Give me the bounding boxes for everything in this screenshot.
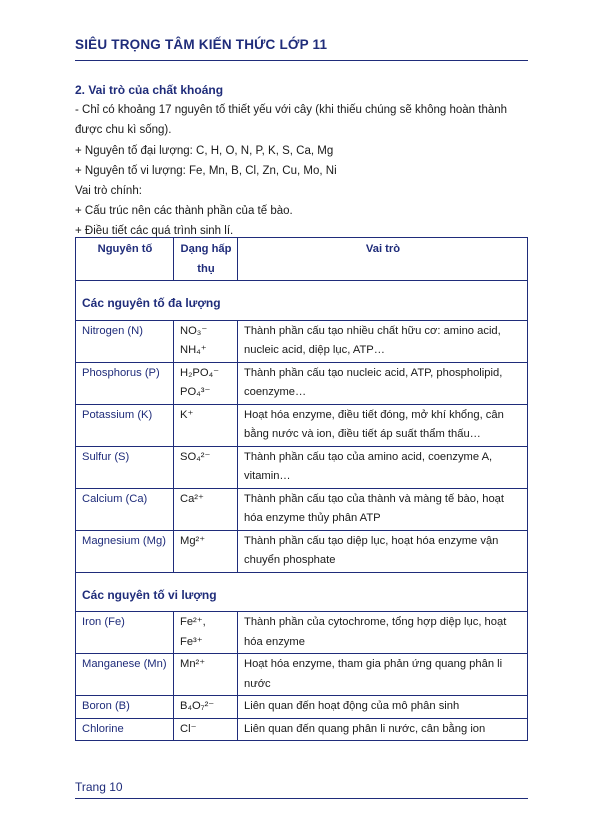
- ion-formula: Fe³⁺: [180, 635, 203, 648]
- section-line: + Nguyên tố vi lượng: Fe, Mn, B, Cl, Zn, Cu, Mo, Ni: [75, 164, 337, 177]
- section-content: [75, 80, 528, 242]
- group-row-micro: [76, 572, 528, 612]
- page-header-title: SIÊU TRỌNG TÂM KIẾN THỨC LỚP 11: [75, 37, 328, 52]
- element-role: Thành phần cấu tạo của amino acid, coenzyme A, vitamin…: [238, 446, 528, 488]
- element-name: Nitrogen (N): [76, 320, 174, 362]
- absorbed-form: [174, 404, 238, 446]
- element-name: Chlorine: [76, 718, 174, 741]
- table-row: [76, 612, 528, 654]
- absorbed-form: [174, 362, 238, 404]
- mineral-roles-table: [75, 237, 528, 741]
- absorbed-form: [174, 612, 238, 654]
- table-row: [76, 654, 528, 696]
- element-role: Thành phần cấu tạo của thành và màng tế bào, hoạt hóa enzyme thủy phân ATP: [238, 488, 528, 530]
- footer-divider: [75, 798, 528, 799]
- ion-formula: NH₄⁺: [180, 344, 207, 356]
- absorbed-form: [174, 654, 238, 696]
- section-line: + Điều tiết các quá trình sinh lí.: [75, 225, 234, 238]
- header-role: Vai trò: [238, 238, 528, 281]
- group-row-macro: [76, 281, 528, 321]
- ion-formula: SO₄²⁻: [180, 450, 211, 463]
- ion-formula: Fe²⁺,: [180, 616, 206, 628]
- group-title: Các nguyên tố vi lượng: [76, 572, 528, 612]
- element-name: Phosphorus (P): [76, 362, 174, 404]
- table-row: [76, 696, 528, 719]
- element-role: Thành phần cấu tạo nucleic acid, ATP, phospholipid, coenzyme…: [238, 362, 528, 404]
- ion-formula: H₂PO₄⁻: [180, 366, 220, 379]
- ion-formula: NO₃⁻: [180, 324, 208, 337]
- ion-formula: PO₄³⁻: [180, 386, 211, 398]
- absorbed-form: [174, 488, 238, 530]
- element-role: Thành phần của cytochrome, tổng hợp diệp lục, hoạt hóa enzyme: [238, 612, 528, 654]
- element-role: Liên quan đến hoạt động của mô phân sinh: [238, 696, 528, 719]
- element-role: Hoạt hóa enzyme, điều tiết đóng, mở khí khổng, cân bằng nước và ion, điều tiết áp suất thẩm thấu…: [238, 404, 528, 446]
- table-row: [76, 530, 528, 572]
- table-header-row: [76, 238, 528, 281]
- ion-formula: Ca²⁺: [180, 492, 204, 505]
- table-row: [76, 404, 528, 446]
- element-role: Liên quan đến quang phân li nước, cân bằng ion: [238, 718, 528, 741]
- table-row: [76, 362, 528, 404]
- page-number: Trang 10: [75, 780, 123, 794]
- table-row: [76, 488, 528, 530]
- element-role: Thành phần cấu tạo nhiều chất hữu cơ: amino acid, nucleic acid, diệp lục, ATP…: [238, 320, 528, 362]
- absorbed-form: [174, 446, 238, 488]
- table-row: [76, 320, 528, 362]
- absorbed-form: [174, 696, 238, 719]
- ion-formula: B₄O₇²⁻: [180, 700, 215, 712]
- ion-formula: Cl⁻: [180, 722, 197, 735]
- header-form: Dạng hấp thụ: [174, 238, 238, 281]
- section-line: + Cấu trúc nên các thành phần của tế bào.: [75, 205, 293, 218]
- table-row: [76, 718, 528, 741]
- element-role: Hoạt hóa enzyme, tham gia phản ứng quang phân li nước: [238, 654, 528, 696]
- element-name: Potassium (K): [76, 404, 174, 446]
- group-title: Các nguyên tố đa lượng: [76, 281, 528, 321]
- ion-formula: Mg²⁺: [180, 534, 206, 547]
- element-name: Boron (B): [76, 696, 174, 719]
- section-line: Vai trò chính:: [75, 185, 142, 198]
- element-name: Calcium (Ca): [76, 488, 174, 530]
- element-name: Iron (Fe): [76, 612, 174, 654]
- header-divider: [75, 60, 528, 61]
- element-name: Manganese (Mn): [76, 654, 174, 696]
- table-row: [76, 446, 528, 488]
- element-name: Sulfur (S): [76, 446, 174, 488]
- absorbed-form: [174, 530, 238, 572]
- section-title: 2. Vai trò của chất khoáng: [75, 83, 224, 97]
- element-name: Magnesium (Mg): [76, 530, 174, 572]
- absorbed-form: [174, 718, 238, 741]
- section-line: - Chỉ có khoảng 17 nguyên tố thiết yếu với cây (khi thiếu chúng sẽ không hoàn thành được chu kì sống).: [75, 104, 508, 137]
- ion-formula: K⁺: [180, 408, 194, 421]
- element-role: Thành phần cấu tạo diệp lục, hoạt hóa enzyme vận chuyển phosphate: [238, 530, 528, 572]
- header-element: Nguyên tố: [76, 238, 174, 281]
- section-line: + Nguyên tố đại lượng: C, H, O, N, P, K, S, Ca, Mg: [75, 144, 334, 157]
- ion-formula: Mn²⁺: [180, 658, 206, 670]
- absorbed-form: [174, 320, 238, 362]
